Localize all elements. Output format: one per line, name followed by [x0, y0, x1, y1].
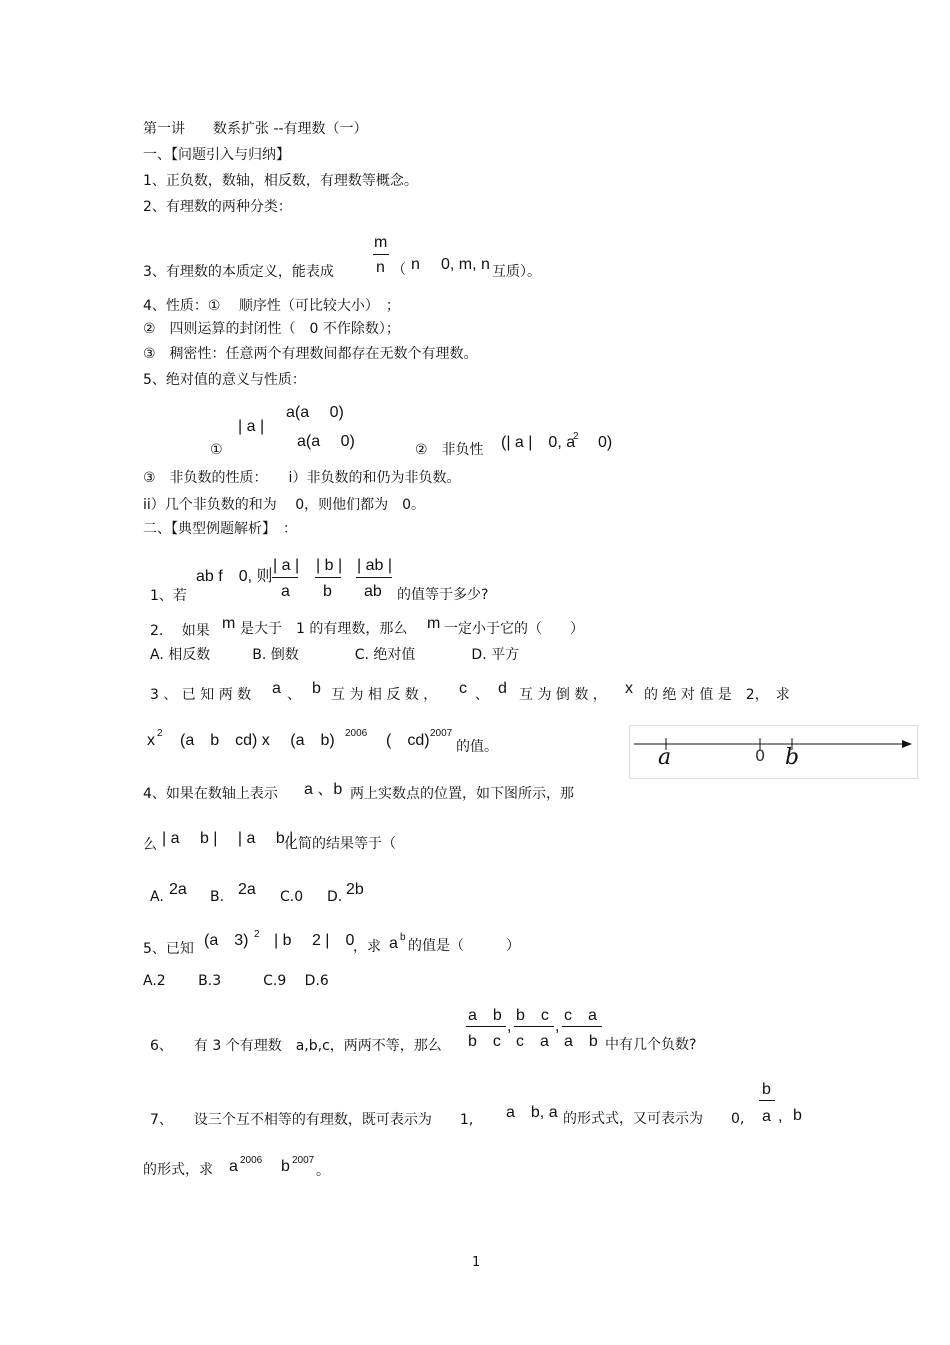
- section-heading-2: 二、【典型例题解析】 ：: [143, 521, 297, 537]
- option-label: B.: [210, 889, 225, 905]
- text-line: 互质）。: [492, 264, 541, 280]
- text-line: ③ 稠密性：任意两个有理数间都存在无数个有理数。: [143, 346, 478, 362]
- text-line: ② 四则运算的封闭性（ 0 不作除数）；: [143, 321, 400, 337]
- fraction-numerator: a b: [468, 1007, 502, 1024]
- math-expr: | b 2 | 0: [274, 932, 355, 949]
- math-var: a: [389, 935, 398, 952]
- text-line: 中有几个负数?: [605, 1037, 697, 1053]
- math-var: a: [229, 1158, 238, 1175]
- comma: ,: [555, 1018, 560, 1035]
- fraction-bar: [514, 1026, 554, 1027]
- fraction-denominator: a: [281, 583, 290, 600]
- fraction-numerator: | ab |: [357, 557, 392, 574]
- fraction-numerator: b c: [516, 1007, 549, 1024]
- math-expr: ( cd): [386, 732, 430, 749]
- superscript: 2007: [430, 728, 453, 739]
- math-expr: (a b cd) x (a b): [180, 732, 335, 749]
- text-line: 6、 有 3 个有理数 a,b,c，两两不等，那么: [150, 1038, 442, 1054]
- arrow-head-icon: [902, 740, 912, 748]
- math-expr: (a 3): [204, 932, 249, 949]
- text-line: 的值等于多少?: [397, 587, 489, 603]
- text-line: 2. 如果: [150, 623, 210, 639]
- text-line: 5、已知: [143, 941, 194, 957]
- text-line: 么: [143, 837, 157, 853]
- text-line: 的形式，求: [143, 1162, 213, 1178]
- fraction-bar: [466, 1026, 506, 1027]
- math-var: x: [625, 680, 633, 697]
- text-line: 一定小于它的（ ）: [444, 621, 584, 637]
- option-value: 2a: [238, 881, 256, 898]
- text-line: 1、正负数，数轴，相反数，有理数等概念。: [143, 173, 418, 189]
- text-line: ② 非负性: [415, 442, 484, 458]
- number-line-label-zero: 0: [755, 746, 766, 765]
- fraction-bar: [315, 577, 341, 578]
- text-line: 2、有理数的两种分类：: [143, 199, 292, 215]
- fraction-numerator: | b |: [316, 557, 343, 574]
- text-line: 的值。: [456, 739, 498, 755]
- fraction-numerator: | a |: [273, 557, 300, 574]
- math-var: d: [498, 680, 507, 697]
- option-label: D.: [327, 889, 343, 905]
- number-line-label-b: b: [785, 745, 800, 770]
- options-line: A.2 B.3 C.9 D.6: [143, 973, 329, 989]
- option-label: C.0: [280, 889, 304, 905]
- superscript: 2: [573, 431, 579, 442]
- text-line: 化简的结果等于（: [284, 836, 396, 852]
- superscript: 2007: [292, 1155, 315, 1166]
- fraction-bar: [272, 577, 298, 578]
- text-line: ii）几个非负数的和为 0，则他们都为 0。: [143, 497, 426, 513]
- superscript: 2006: [345, 728, 368, 739]
- fraction-numerator: c a: [564, 1007, 597, 1024]
- math-expr: | a |: [238, 418, 265, 435]
- text-line: 7、 设三个互不相等的有理数，既可表示为 1,: [150, 1112, 474, 1128]
- fraction-bar: [759, 1100, 775, 1101]
- option-value: 2a: [169, 881, 187, 898]
- fraction-denominator: c a: [516, 1033, 549, 1050]
- number-line-label-a: a: [658, 745, 672, 770]
- fraction-denominator: n: [376, 259, 385, 276]
- text-line: ③ 非负数的性质： i）非负数的和仍为非负数。: [143, 470, 461, 486]
- math-var: n: [411, 256, 420, 273]
- text-line: 是大于 1 的有理数，那么: [240, 621, 408, 637]
- text-line: 的 绝 对 值 是 2， 求: [644, 687, 790, 703]
- math-var: b: [312, 680, 321, 697]
- fraction-denominator: a b: [564, 1033, 598, 1050]
- fraction-denominator: b: [323, 583, 332, 600]
- math-expr: ab f 0, 则: [196, 568, 273, 585]
- text-line: 5、绝对值的意义与性质：: [143, 372, 306, 388]
- page-title: 第一讲 数系扩张 --有理数（一）: [143, 121, 368, 137]
- fraction-denominator: a: [762, 1108, 771, 1125]
- fraction-numerator: m: [374, 234, 388, 251]
- math-var: m: [427, 615, 441, 632]
- text-line: 4、如果在数轴上表示: [143, 786, 278, 802]
- fraction-bar: [356, 577, 392, 578]
- text-line: 互 为 倒 数 ，: [519, 687, 607, 703]
- options-line: A. 相反数 B. 倒数 C. 绝对值 D. 平方: [150, 647, 520, 663]
- text-line: 互 为 相 反 数 ，: [331, 687, 438, 703]
- superscript: 2: [254, 929, 260, 940]
- option-value: 2b: [346, 881, 364, 898]
- superscript: 2006: [240, 1155, 263, 1166]
- math-expr: a 、b: [304, 781, 343, 798]
- superscript: b: [400, 932, 406, 943]
- text-line: 4、性质：① 顺序性（可比较大小） ；: [143, 298, 400, 314]
- text-line: 、: [475, 687, 489, 703]
- text-line: 两上实数点的位置，如下图所示，那: [350, 786, 574, 802]
- fraction-bar: [373, 254, 389, 255]
- fraction-denominator: b c: [468, 1033, 501, 1050]
- text-line: 3 、 已 知 两 数: [150, 687, 252, 703]
- text-line: 1、若: [150, 588, 187, 604]
- math-var: b: [281, 1158, 290, 1175]
- comma: ,: [778, 1108, 783, 1125]
- paren: （: [392, 262, 406, 278]
- comma: ,: [507, 1018, 512, 1035]
- number-line-svg: [630, 726, 917, 778]
- math-var: c: [459, 680, 467, 697]
- text-line: 3、有理数的本质定义，能表成: [143, 264, 334, 280]
- fraction-denominator: ab: [364, 583, 382, 600]
- circled-number: ①: [210, 442, 223, 458]
- fraction-numerator: b: [762, 1081, 771, 1098]
- text-line: 、: [287, 687, 301, 703]
- superscript: 2: [157, 728, 163, 739]
- text-line: 的值是（ ）: [408, 938, 520, 954]
- math-expr: a b, a: [506, 1104, 558, 1121]
- math-expr: x: [147, 732, 155, 749]
- option-label: A.: [150, 889, 164, 905]
- math-expr: a(a 0): [297, 433, 355, 450]
- text-line: 。: [316, 1163, 330, 1179]
- math-var: a: [272, 680, 281, 697]
- math-expr: 0, m, n: [441, 256, 490, 273]
- fraction-bar: [562, 1026, 602, 1027]
- math-expr: | a b | | a b |: [162, 830, 294, 847]
- math-var: m: [222, 615, 236, 632]
- math-expr: 0): [598, 434, 613, 451]
- number-line-figure: [629, 725, 918, 779]
- math-expr: (| a | 0, a: [501, 434, 576, 451]
- math-expr: a(a 0): [286, 404, 344, 421]
- text-line: ，求: [353, 939, 381, 955]
- section-heading-1: 一、【问题引入与归纳】: [143, 147, 290, 163]
- page-number: 1: [472, 1255, 481, 1270]
- math-var: b: [793, 1107, 802, 1124]
- text-line: 的形式式，又可表示为 0,: [563, 1111, 745, 1127]
